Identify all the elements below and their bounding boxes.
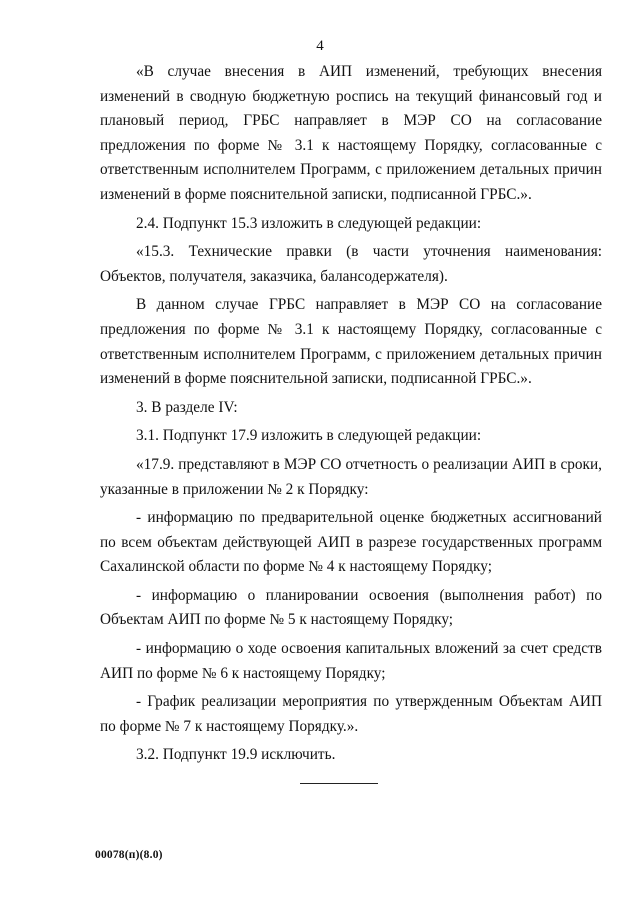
document-code: 00078(п)(8.0) <box>95 849 163 861</box>
paragraph-amendment-quote: «В случае внесения в АИП изменений, требующих внесения изменений в сводную бюджетную роспись на текущий финансовый год и плановый период, ГРБС направляет в МЭР СО на согласование предложения по форме № 3.1 к настоящему Порядку, согласованные с ответственным исполнителем Программ, с приложением детальных причин изменений в форме пояснительной записки, подписанной ГРБС.». <box>100 63 602 203</box>
list-item-form-4: - информацию по предварительной оценке бюджетных ассигнований по всем объектам действующей АИП в разрезе государственных программ Сахалинской области по форме № 4 к настоящему Порядку; <box>100 509 602 576</box>
paragraph-section-4: 3. В разделе IV: <box>136 398 238 416</box>
paragraph-15-3-detail: В данном случае ГРБС направляет в МЭР СО на согласование предложения по форме № 3.1 к настоящему Порядку, согласованные с ответственным исполнителем Программ, с приложением детальных причин изменений в форме пояснительной записки, подписанной ГРБС.». <box>100 296 602 388</box>
document-body <box>100 60 602 768</box>
page-number: 4 <box>316 38 324 54</box>
paragraph-17-9: «17.9. представляют в МЭР СО отчетность о реализации АИП в сроки, указанные в приложении № 2 к Порядку: <box>100 455 602 498</box>
paragraph-3-1: 3.1. Подпункт 17.9 изложить в следующей редакции: <box>136 427 482 445</box>
list-item-form-5: - информацию о планировании освоения (выполнения работ) по Объектам АИП по форме № 5 к настоящему Порядку; <box>100 586 602 629</box>
list-item-form-7: - График реализации мероприятия по утвержденным Объектам АИП по форме № 7 к настоящему Порядку.». <box>100 693 602 735</box>
paragraph-15-3: «15.3. Технические правки (в части уточнения наименования: Объектов, получателя, заказчика, балансодержателя). <box>100 243 602 285</box>
paragraph-2-4: 2.4. Подпункт 15.3 изложить в следующей редакции: <box>136 214 482 232</box>
paragraph-3-2: 3.2. Подпункт 19.9 исключить. <box>136 746 336 764</box>
list-item-form-6: - информацию о ходе освоения капитальных вложений за счет средств АИП по форме № 6 к настоящему Порядку; <box>100 640 602 682</box>
separator-line <box>300 783 378 784</box>
